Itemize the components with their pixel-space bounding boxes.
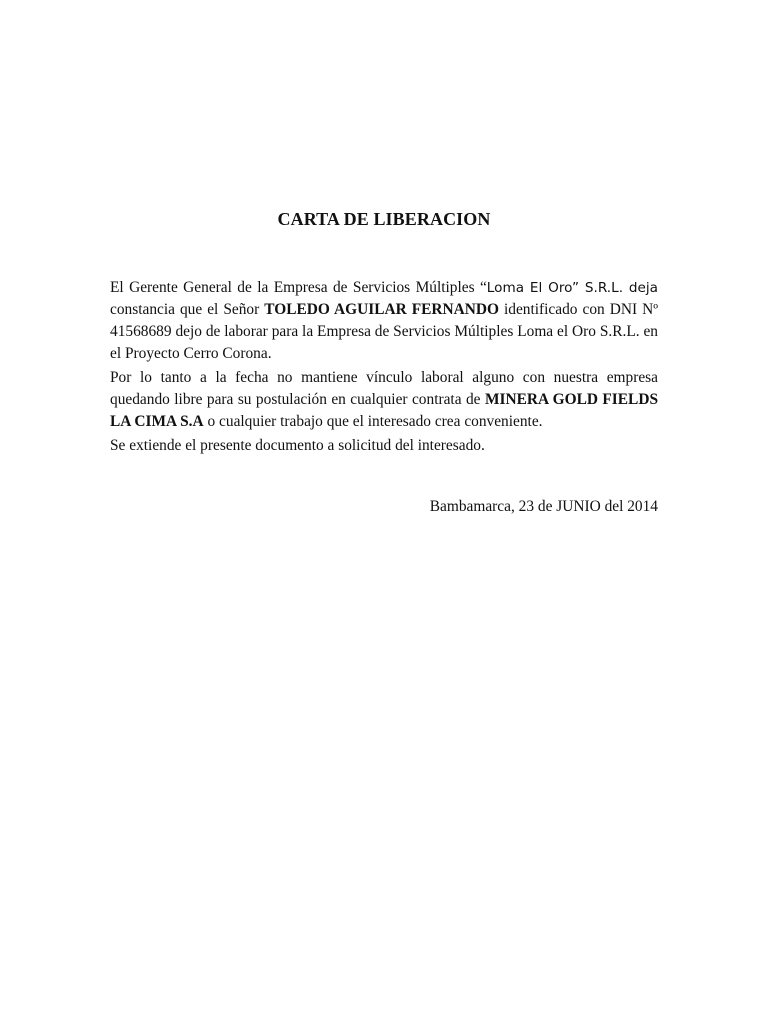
paragraph-1-text-b: ” S.R.L. deja <box>571 280 658 296</box>
paragraph-1-text-c: constancia que el Señor <box>110 301 265 318</box>
place-and-date: Bambamarca, 23 de JUNIO del 2014 <box>429 498 658 515</box>
employee-name: TOLEDO AGUILAR FERNANDO <box>264 301 499 318</box>
paragraph-request: Se extiende el presente documento a solicitud del interesado. <box>110 437 485 454</box>
company-name: Loma El Oro <box>486 280 572 296</box>
paragraph-1-text-a: El Gerente General de la Empresa de Servicios Múltiples “ <box>110 279 487 296</box>
client-company-name: MINERA GOLD FIELDS LA CIMA S.A <box>110 391 658 430</box>
paragraph-2-text-b: o cualquier trabajo que el interesado crea conveniente. <box>203 413 543 430</box>
paragraph-status <box>110 367 658 433</box>
paragraph-2-text-a: Por lo tanto a la fecha no mantiene vínculo laboral alguno con nuestra empresa quedando libre para su postulación en cualquier contrata de <box>110 369 658 408</box>
document-title: CARTA DE LIBERACION <box>277 209 491 229</box>
paragraph-1-text-d: identificado con DNI Nº 41568689 dejo de laborar para la Empresa de Servicios Múltiples Loma el Oro S.R.L. en el Proyecto Cerro Corona. <box>110 301 659 362</box>
paragraph-constancia <box>110 277 658 365</box>
